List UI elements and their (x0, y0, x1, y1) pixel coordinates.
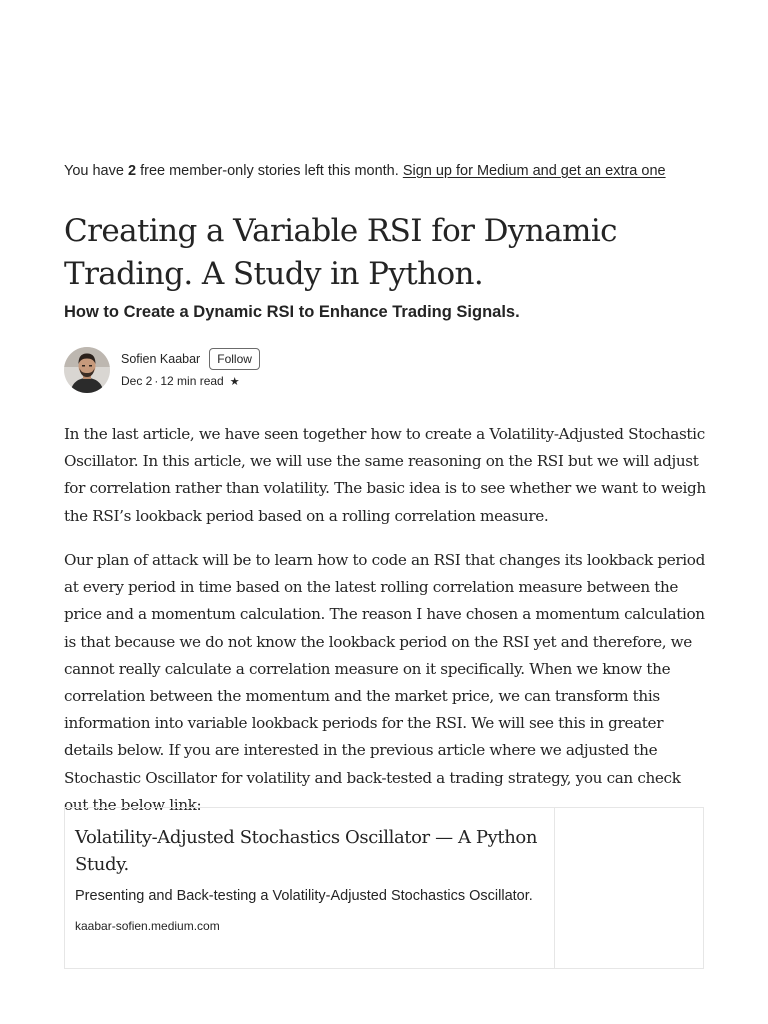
member-stories-notice (64, 160, 704, 182)
publish-date: Dec 2 (121, 374, 153, 388)
author-avatar[interactable] (64, 347, 110, 393)
avatar-portrait-icon (64, 347, 110, 393)
link-card-thumbnail (555, 808, 703, 968)
follow-button[interactable]: Follow (209, 348, 260, 370)
article-subtitle: How to Create a Dynamic RSI to Enhance Trading Signals. (64, 303, 520, 321)
link-card-domain: kaabar-sofien.medium.com (75, 919, 220, 933)
article-paragraph-2: Our plan of attack will be to learn how to code an RSI that changes its lookback period at every period in time based on the latest rolling correlation measure between the price and a momentum calculation. The reason I have chosen a momentum calculation is that because we do not know the lookback period on the RSI yet and therefore, we cannot really calculate a correlation measure on it specifically. When we know the correlation between the momentum and the market price, we can transform this information into variable lookback periods for the RSI. We will see this in greater details below. If you are interested in the previous article where we adjusted the Stochastic Oscillator for volatility and back-tested a trading strategy, you can check out the below link: (64, 551, 705, 814)
sign-up-link[interactable]: Sign up for Medium and get an extra one (402, 163, 666, 179)
stories-left-count: 2 (127, 163, 137, 179)
author-byline (64, 347, 260, 395)
notice-suffix: free member-only stories left this month. (140, 163, 399, 179)
link-card-description: Presenting and Back-testing a Volatility-Adjusted Stochastics Oscillator. (75, 888, 533, 904)
meta-separator: · (154, 374, 159, 388)
link-preview-card[interactable] (64, 807, 704, 969)
notice-prefix: You have (64, 163, 124, 179)
author-name[interactable]: Sofien Kaabar (121, 352, 201, 366)
article-title: Creating a Variable RSI for Dynamic Trading. A Study in Python. (64, 213, 617, 292)
link-card-text (65, 808, 555, 968)
read-time: 12 min read (160, 374, 224, 388)
publish-info (121, 372, 260, 390)
author-meta (121, 347, 260, 390)
star-icon: ★ (229, 375, 240, 388)
article-paragraph-1: In the last article, we have seen together how to create a Volatility-Adjusted Stochastic Oscillator. In this article, we will use the same reasoning on the RSI but we will adjust for correlation rather than volatility. The basic idea is to see whether we want to weigh the RSI’s lookback period based on a rolling correlation measure. (64, 425, 706, 525)
link-card-title: Volatility-Adjusted Stochastics Oscillator — A Python Study. (75, 827, 538, 875)
